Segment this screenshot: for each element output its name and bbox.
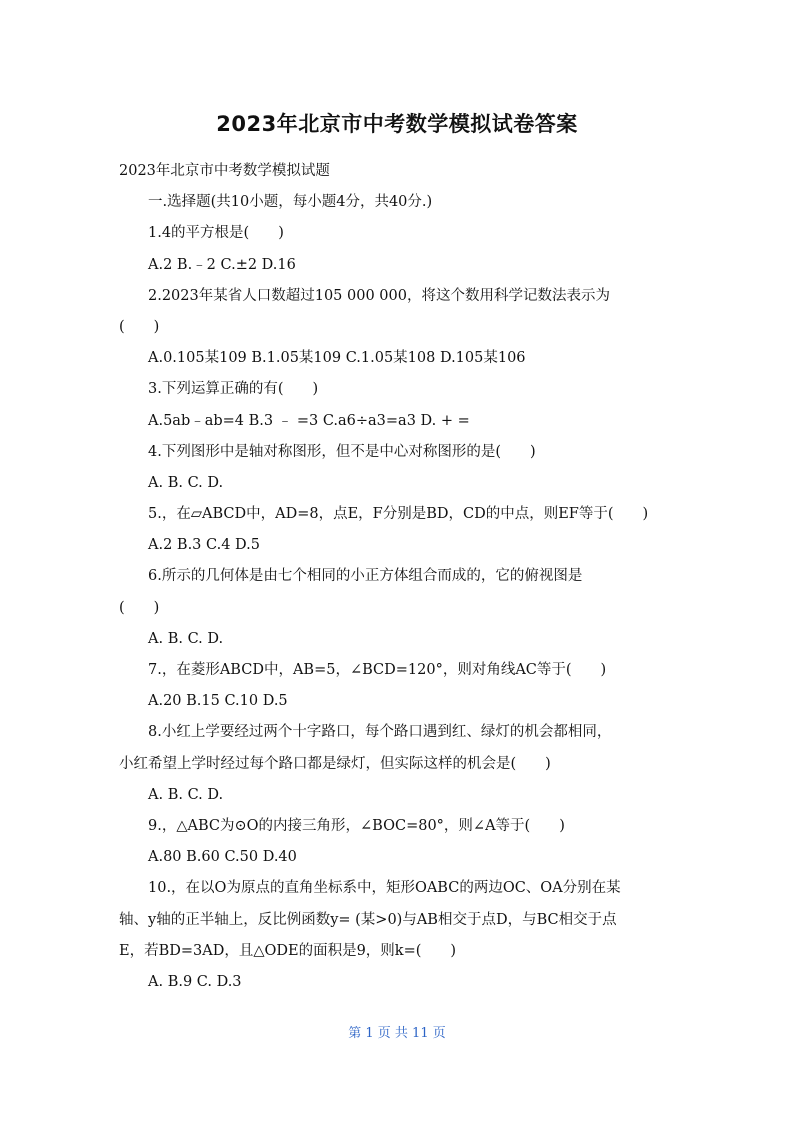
question-8-options: A. B. C. D. (148, 786, 224, 803)
section-heading: 一.选择题(共10小题，每小题4分，共40分.) (148, 194, 433, 211)
question-2-options: A.0.105某109 B.1.05某109 C.1.05某108 D.105某106 (148, 350, 526, 367)
document-body (119, 156, 679, 998)
text-line: 2023年北京市中考数学模拟试题 (119, 163, 330, 179)
question-10-continued-2: E，若BD=3AD，且△ODE的面积是9，则k=( ) (119, 942, 457, 959)
question-6-continued: ( ) (119, 599, 160, 616)
question-3: 3.下列运算正确的有( ) (148, 381, 319, 398)
question-3-options: A.5ab﹣ab=4 B.3 ﹣ =3 C.a6÷a3=a3 D. + = (148, 412, 470, 429)
question-5-options: A.2 B.3 C.4 D.5 (148, 537, 260, 554)
question-2-continued: ( ) (119, 318, 160, 335)
question-4: 4.下列图形中是轴对称图形，但不是中心对称图形的是( ) (148, 443, 536, 460)
question-9-options: A.80 B.60 C.50 D.40 (148, 849, 297, 866)
page-footer: 第 1 页 共 11 页 (348, 1026, 446, 1041)
question-10-continued: 轴、y轴的正半轴上，反比例函数y= (某>0)与AB相交于点D，与BC相交于点 (119, 911, 617, 928)
question-8: 8.小红上学要经过两个十字路口，每个路口遇到红、绿灯的机会都相同， (148, 724, 612, 741)
question-9: 9.，△ABC为⊙O的内接三角形，∠BOC=80°，则∠A等于( ) (148, 817, 565, 834)
question-4-options: A. B. C. D. (148, 474, 224, 491)
question-6: 6.所示的几何体是由七个相同的小正方体组合而成的，它的俯视图是 (148, 568, 583, 585)
question-5: 5.，在▱ABCD中，AD=8，点E，F分别是BD，CD的中点，则EF等于( ) (148, 506, 649, 523)
document-title: 2023年北京市中考数学模拟试卷答案 (216, 112, 578, 136)
question-6-options: A. B. C. D. (148, 630, 224, 647)
question-10-options: A. B.9 C. D.3 (148, 973, 242, 990)
question-7: 7.，在菱形ABCD中，AB=5，∠BCD=120°，则对角线AC等于( ) (148, 662, 607, 678)
question-10: 10.，在以O为原点的直角坐标系中，矩形OABC的两边OC、OA分别在某 (148, 880, 621, 897)
question-7-options: A.20 B.15 C.10 D.5 (148, 693, 288, 710)
question-1-options: A.2 B.﹣2 C.±2 D.16 (148, 256, 296, 273)
question-2: 2.2023年某省人口数超过105 000 000，将这个数用科学记数法表示为 (148, 287, 610, 304)
question-8-continued: 小红希望上学时经过每个路口都是绿灯，但实际这样的机会是( ) (119, 755, 551, 772)
question-1: 1.4的平方根是( ) (148, 225, 284, 242)
